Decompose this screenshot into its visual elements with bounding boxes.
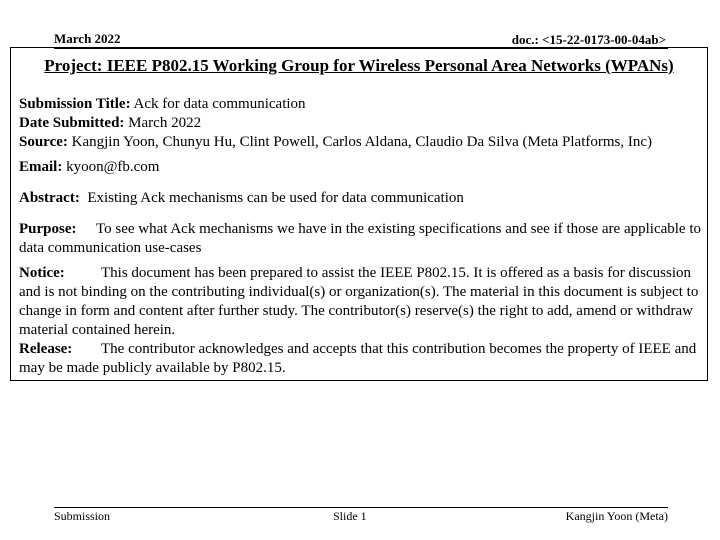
footer-slide-number: Slide 1: [333, 509, 367, 523]
date-submitted-label: Date Submitted:: [19, 115, 125, 131]
submission-title-value: Ack for data communication: [130, 96, 306, 112]
header-doc-id: doc.: <15-22-0173-00-04ab>: [511, 32, 666, 47]
release-block: [19, 340, 703, 378]
date-submitted-value: March 2022: [124, 115, 202, 131]
email-label: Email:: [19, 159, 63, 175]
purpose-value: To see what Ack mechanisms we have in the existing specifications and see if those are applicable to data communication use-cases: [19, 221, 702, 256]
submission-title-line: [19, 95, 703, 114]
release-label: Release:: [19, 341, 73, 357]
abstract-line: [19, 189, 703, 208]
abstract-label: Abstract:: [19, 190, 80, 206]
release-value: The contributor acknowledges and accepts that this contribution becomes the property of IEEE and may be made publicly available by P802.15.: [19, 341, 697, 376]
purpose-label: Purpose:: [19, 221, 77, 237]
notice-block: [19, 264, 703, 340]
source-value: Kangjin Yoon, Chunyu Hu, Clint Powell, Carlos Aldana, Claudio Da Silva (Meta Platforms, Inc): [67, 134, 653, 150]
date-submitted-line: [19, 114, 703, 133]
footer-submission: Submission: [54, 509, 111, 523]
notice-label: Notice:: [19, 265, 65, 281]
header-date: March 2022: [54, 31, 121, 46]
footer-author: Kangjin Yoon (Meta): [565, 509, 668, 523]
footer-divider: [54, 507, 668, 508]
abstract-value: Existing Ack mechanisms can be used for data communication: [79, 190, 464, 206]
notice-value: This document has been prepared to assist the IEEE P802.15. It is offered as a basis for discussion and is not binding on the contributing individual(s) or organization(s). The material in this document is subject to change in form and content after further study. The contributor(s) reserve(s) the right to add, amend or withdraw material contained herein.: [19, 265, 699, 338]
purpose-block: [19, 220, 703, 258]
email-value: kyoon@fb.com: [62, 159, 160, 175]
source-label: Source:: [19, 134, 68, 150]
email-line: [19, 158, 703, 177]
cover-frame: [10, 47, 708, 381]
project-title: Project: IEEE P802.15 Working Group for Wireless Personal Area Networks (WPANs): [44, 56, 674, 75]
submission-title-label: Submission Title:: [19, 96, 131, 112]
source-line: [19, 133, 703, 152]
